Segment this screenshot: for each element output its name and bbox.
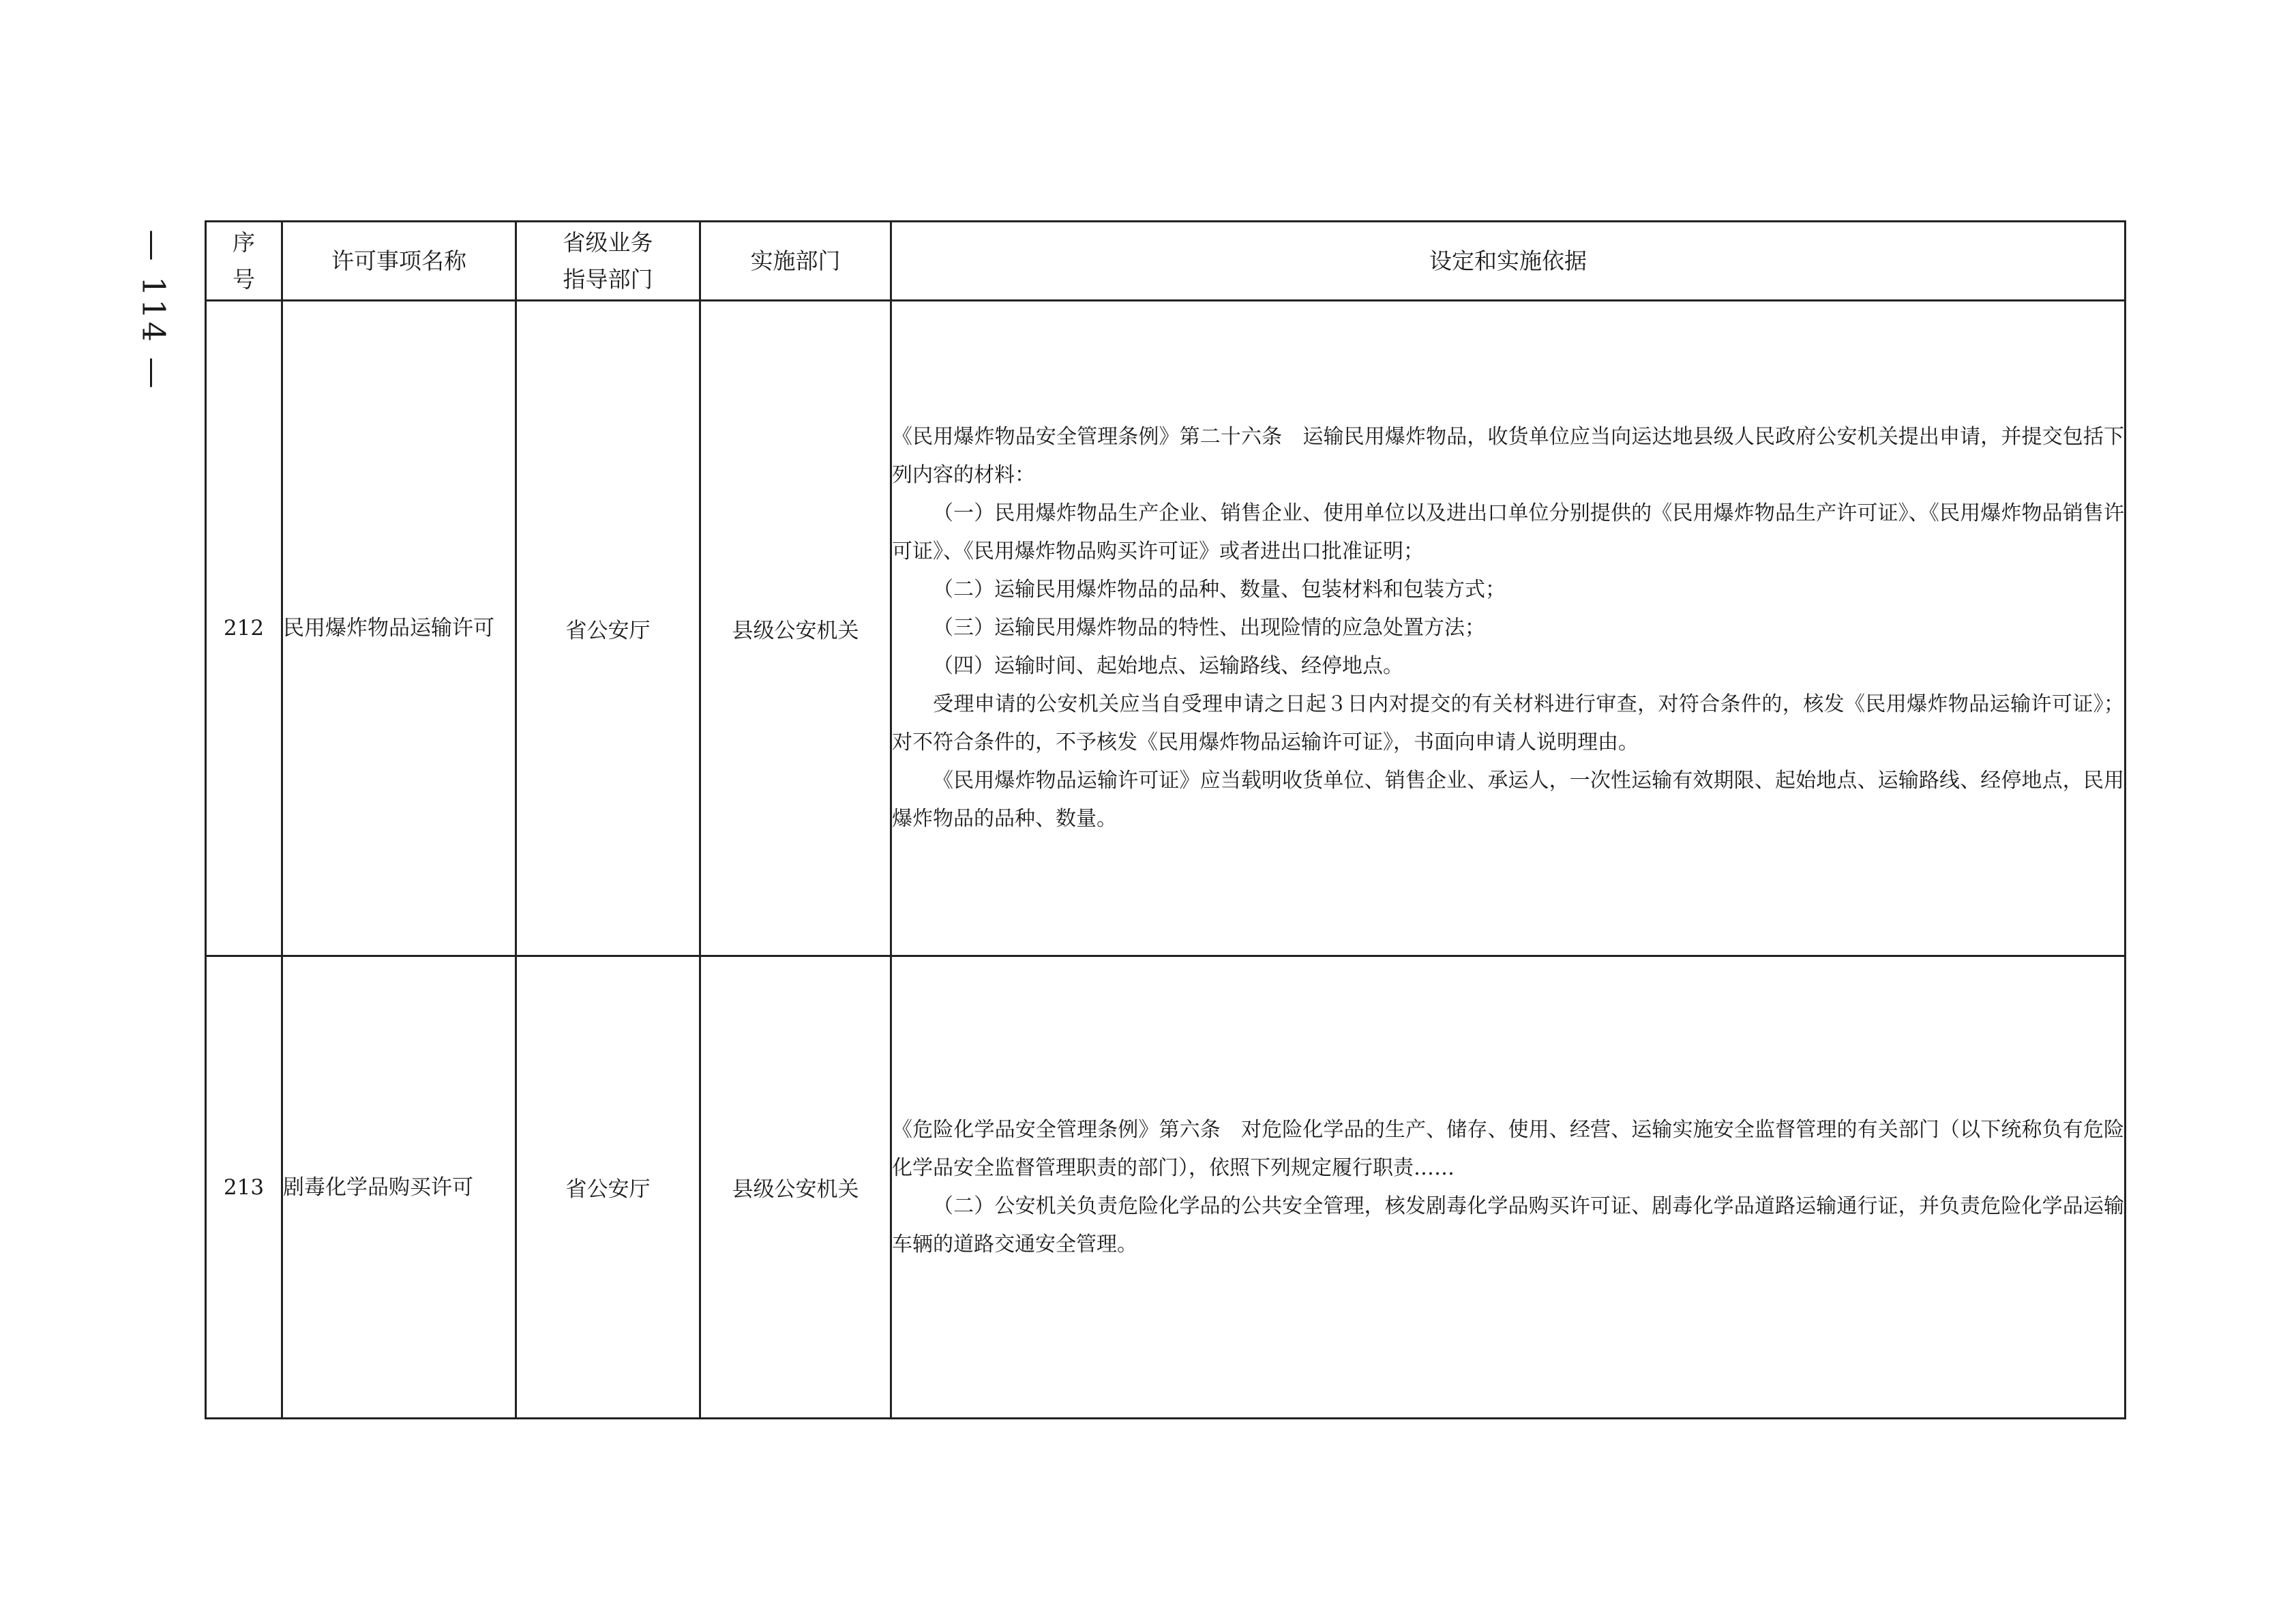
header-seq: 序号 bbox=[206, 222, 282, 301]
cell-seq: 213 bbox=[206, 956, 282, 1419]
header-impl: 实施部门 bbox=[700, 222, 891, 301]
cell-impl: 县级公安机关 bbox=[700, 301, 891, 956]
cell-seq: 212 bbox=[206, 301, 282, 956]
table-header-row bbox=[206, 222, 2126, 301]
cell-dept: 省公安厅 bbox=[516, 956, 700, 1419]
header-dept: 省级业务指导部门 bbox=[516, 222, 700, 301]
page-number bbox=[134, 218, 175, 402]
table-row bbox=[206, 956, 2126, 1419]
cell-name: 民用爆炸物品运输许可 bbox=[282, 301, 516, 956]
basis-paragraph: 《危险化学品安全管理条例》第六条 对危险化学品的生产、储存、使用、经营、运输实施安全监督管理的有关部门（以下统称负有危险化学品安全监督管理职责的部门），依照下列规定履行职责…… bbox=[892, 1117, 2124, 1180]
basis-paragraph: 《民用爆炸物品安全管理条例》第二十六条 运输民用爆炸物品，收货单位应当向运达地县级人民政府公安机关提出申请，并提交包括下列内容的材料： bbox=[892, 425, 2124, 487]
cell-basis bbox=[891, 956, 2126, 1419]
permit-table bbox=[205, 220, 2126, 1419]
header-name: 许可事项名称 bbox=[282, 222, 516, 301]
cell-name: 剧毒化学品购买许可 bbox=[282, 956, 516, 1419]
table-row bbox=[206, 301, 2126, 956]
cell-basis bbox=[891, 301, 2126, 956]
cell-dept: 省公安厅 bbox=[516, 301, 700, 956]
basis-paragraph: 受理申请的公安机关应当自受理申请之日起３日内对提交的有关材料进行审查，对符合条件的，核发《民用爆炸物品运输许可证》；对不符合条件的，不予核发《民用爆炸物品运输许可证》，书面向申请人说明理由。 bbox=[892, 692, 2124, 754]
basis-paragraph: （一）民用爆炸物品生产企业、销售企业、使用单位以及进出口单位分别提供的《民用爆炸物品生产许可证》、《民用爆炸物品销售许可证》、《民用爆炸物品购买许可证》或者进出口批准证明； bbox=[892, 501, 2124, 563]
header-basis: 设定和实施依据 bbox=[891, 222, 2126, 301]
page-number-text: — 114 — bbox=[136, 229, 173, 392]
basis-paragraph: （二）运输民用爆炸物品的品种、数量、包装材料和包装方式； bbox=[933, 578, 1506, 602]
basis-paragraph: 《民用爆炸物品运输许可证》应当载明收货单位、销售企业、承运人，一次性运输有效期限、起始地点、运输路线、经停地点，民用爆炸物品的品种、数量。 bbox=[892, 769, 2124, 831]
basis-paragraph: （四）运输时间、起始地点、运输路线、经停地点。 bbox=[933, 654, 1403, 678]
basis-paragraph: （三）运输民用爆炸物品的特性、出现险情的应急处置方法； bbox=[933, 616, 1485, 640]
cell-impl: 县级公安机关 bbox=[700, 956, 891, 1419]
basis-paragraph: （二）公安机关负责危险化学品的公共安全管理，核发剧毒化学品购买许可证、剧毒化学品道路运输通行证，并负责危险化学品运输车辆的道路交通安全管理。 bbox=[892, 1194, 2124, 1256]
